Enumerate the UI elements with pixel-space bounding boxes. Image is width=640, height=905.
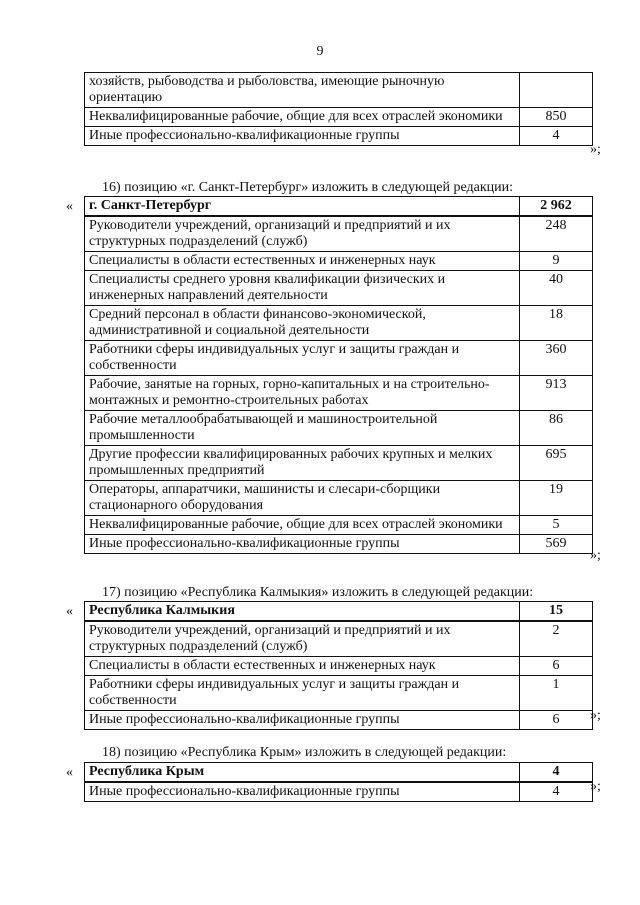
occupation-table (84, 196, 593, 554)
close-quote: »; (590, 548, 601, 563)
occupation-count: 569 (520, 535, 593, 554)
table-row (85, 271, 593, 306)
occupation-count: 86 (520, 411, 593, 446)
occupation-name: Иные профессионально-квалификационные группы (85, 127, 520, 146)
region-total: 4 (520, 763, 593, 783)
open-quote: « (66, 765, 73, 780)
occupation-count: 913 (520, 376, 593, 411)
close-quote: »; (590, 142, 601, 157)
table-row (85, 535, 593, 554)
table-row (85, 252, 593, 271)
occupation-count: 18 (520, 306, 593, 341)
occupation-name: Рабочие, занятые на горных, горно-капитальных и на строительно-монтажных и ремонтно-строительных работах (85, 376, 520, 411)
region-name: Республика Калмыкия (85, 602, 520, 622)
occupation-count: 1 (520, 676, 593, 711)
table-row (85, 341, 593, 376)
region-total: 15 (520, 602, 593, 622)
table-row (85, 516, 593, 535)
region-name: Республика Крым (85, 763, 520, 783)
table-row (85, 127, 593, 146)
table-row (85, 676, 593, 711)
table-row (85, 782, 593, 802)
occupation-name: Другие профессии квалифицированных рабочих крупных и мелких промышленных предприятий (85, 446, 520, 481)
occupation-name: Иные профессионально-квалификационные группы (85, 782, 520, 802)
table-row (85, 216, 593, 252)
table-row (85, 621, 593, 657)
close-quote: »; (590, 708, 601, 723)
occupation-name: Неквалифицированные рабочие, общие для всех отраслей экономики (85, 108, 520, 127)
region-name: г. Санкт-Петербург (85, 197, 520, 217)
occupation-name: Специалисты в области естественных и инженерных наук (85, 657, 520, 676)
occupation-name: Средний персонал в области финансово-экономической, административной и социальной деятельности (85, 306, 520, 341)
occupation-name: хозяйств, рыбоводства и рыболовства, имеющие рыночную ориентацию (85, 73, 520, 108)
table-header-row (85, 602, 593, 622)
table-row (85, 306, 593, 341)
table-row (85, 411, 593, 446)
table-row (85, 711, 593, 730)
occupation-count: 5 (520, 516, 593, 535)
occupation-count: 850 (520, 108, 593, 127)
occupation-count: 9 (520, 252, 593, 271)
occupation-count: 40 (520, 271, 593, 306)
occupation-count: 360 (520, 341, 593, 376)
table-header-row (85, 763, 593, 783)
occupation-count: 6 (520, 711, 593, 730)
occupation-name: Работники сферы индивидуальных услуг и защиты граждан и собственности (85, 341, 520, 376)
table-saint-petersburg (84, 196, 584, 554)
occupation-count: 19 (520, 481, 593, 516)
occupation-count: 248 (520, 216, 593, 252)
occupation-name: Иные профессионально-квалификационные группы (85, 711, 520, 730)
open-quote: « (66, 604, 73, 619)
occupation-count: 6 (520, 657, 593, 676)
occupation-name: Рабочие металлообрабатывающей и машиностроительной промышленности (85, 411, 520, 446)
occupation-name: Специалисты среднего уровня квалификации физических и инженерных направлений деятельности (85, 271, 520, 306)
occupation-table (84, 762, 593, 802)
occupation-name: Операторы, аппаратчики, машинисты и слесари-сборщики стационарного оборудования (85, 481, 520, 516)
occupation-name: Руководители учреждений, организаций и предприятий и их структурных подразделений (служб) (85, 216, 520, 252)
table-crimea (84, 762, 584, 802)
occupation-count: 695 (520, 446, 593, 481)
table-row (85, 481, 593, 516)
table-header-row (85, 197, 593, 217)
occupation-name: Иные профессионально-квалификационные группы (85, 535, 520, 554)
table-row (85, 446, 593, 481)
region-total: 2 962 (520, 197, 593, 217)
table-row (85, 108, 593, 127)
table-row (85, 73, 593, 108)
page-number: 9 (316, 44, 324, 59)
table-kalmykia (84, 601, 584, 730)
occupation-name: Работники сферы индивидуальных услуг и защиты граждан и собственности (85, 676, 520, 711)
occupation-table (84, 72, 593, 146)
occupation-name: Неквалифицированные рабочие, общие для всех отраслей экономики (85, 516, 520, 535)
occupation-name: Руководители учреждений, организаций и предприятий и их структурных подразделений (служб) (85, 621, 520, 657)
table-row (85, 376, 593, 411)
table-row (85, 657, 593, 676)
occupation-count: 4 (520, 782, 593, 802)
occupation-name: Специалисты в области естественных и инженерных наук (85, 252, 520, 271)
close-quote: »; (590, 779, 601, 794)
occupation-table (84, 601, 593, 730)
occupation-count: 4 (520, 127, 593, 146)
open-quote: « (66, 199, 73, 214)
occupation-count: 2 (520, 621, 593, 657)
occupation-count (520, 73, 593, 108)
table-continuation (84, 72, 584, 146)
